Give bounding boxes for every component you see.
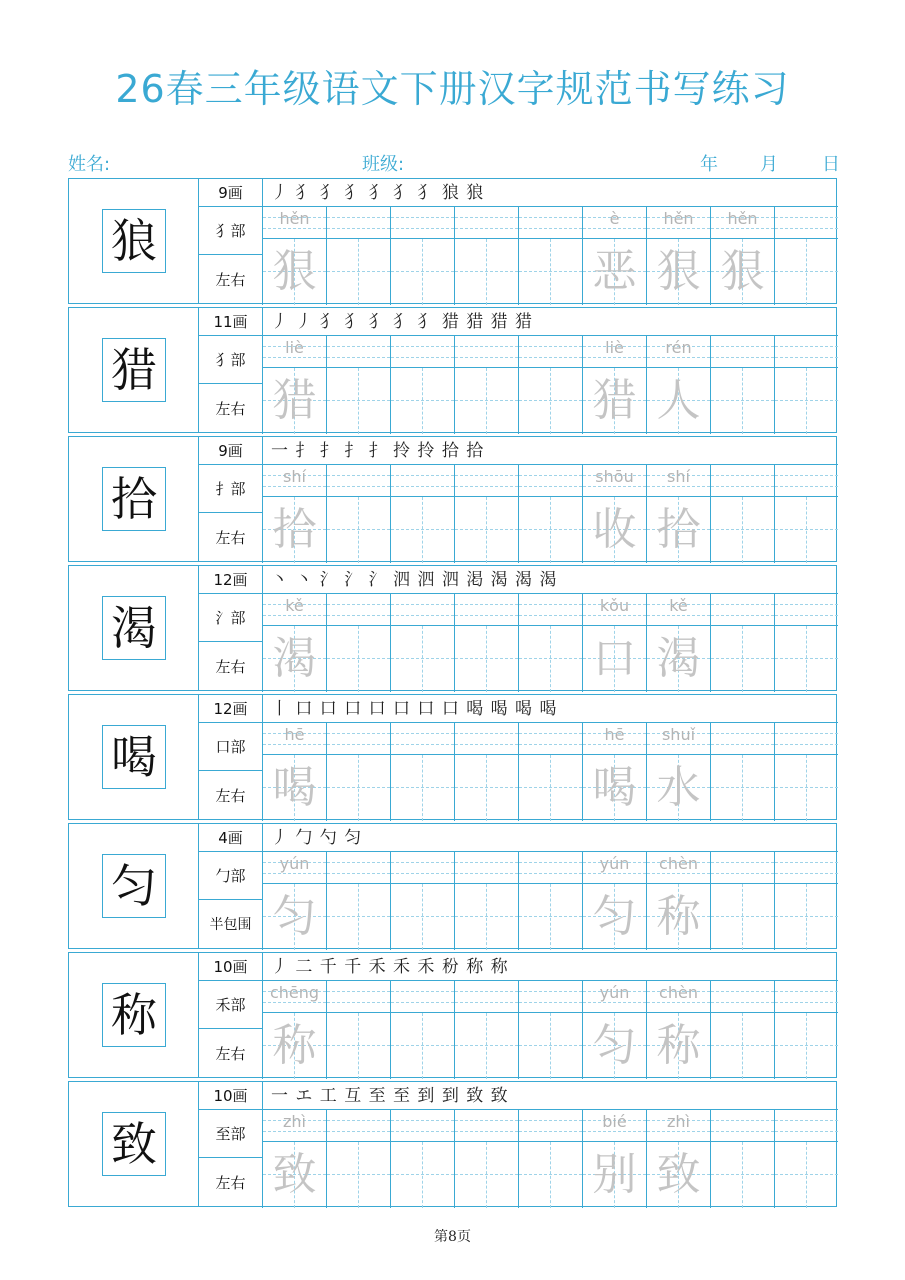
practice-cell[interactable] bbox=[455, 207, 519, 305]
pinyin: zhì bbox=[667, 1112, 690, 1131]
radical: 口部 bbox=[199, 723, 263, 771]
pinyin: kě bbox=[669, 596, 688, 615]
pinyin: hē bbox=[284, 725, 305, 744]
model-character: 狼 bbox=[102, 209, 166, 273]
pinyin: liè bbox=[605, 338, 624, 357]
trace-character: 猎 bbox=[272, 375, 317, 426]
practice-cell[interactable] bbox=[455, 723, 519, 821]
practice-cell[interactable] bbox=[263, 207, 327, 305]
practice-cell[interactable] bbox=[519, 594, 583, 692]
practice-cell[interactable] bbox=[327, 723, 391, 821]
class-label: 班级: bbox=[362, 154, 405, 175]
practice-cell[interactable] bbox=[583, 1110, 647, 1208]
month-label: 月 bbox=[760, 154, 778, 175]
practice-cell[interactable] bbox=[455, 1110, 519, 1208]
practice-cell[interactable] bbox=[647, 981, 711, 1079]
model-character-cell bbox=[69, 566, 199, 690]
model-character-cell bbox=[69, 1082, 199, 1206]
pinyin: shí bbox=[283, 467, 306, 486]
practice-cell[interactable] bbox=[455, 336, 519, 434]
trace-character: 狠 bbox=[656, 246, 701, 297]
radical: 犭部 bbox=[199, 336, 263, 384]
practice-cell[interactable] bbox=[711, 981, 775, 1079]
practice-cell[interactable] bbox=[775, 594, 838, 692]
trace-character: 匀 bbox=[592, 891, 637, 942]
pinyin: liè bbox=[285, 338, 304, 357]
page-title: 26春三年级语文下册汉字规范书写练习 bbox=[115, 67, 790, 111]
character-entry bbox=[68, 694, 837, 820]
practice-cell[interactable] bbox=[583, 465, 647, 563]
trace-character: 拾 bbox=[272, 504, 317, 555]
pinyin: shuǐ bbox=[661, 725, 696, 744]
practice-cell[interactable] bbox=[711, 852, 775, 950]
trace-character: 喝 bbox=[272, 762, 317, 813]
writing-grid bbox=[263, 465, 838, 563]
practice-cell[interactable] bbox=[647, 594, 711, 692]
trace-character: 称 bbox=[272, 1020, 317, 1071]
pinyin: kǒu bbox=[599, 596, 630, 615]
trace-character: 喝 bbox=[592, 762, 637, 813]
trace-character: 恶 bbox=[592, 246, 637, 297]
structure: 左右 bbox=[199, 1158, 263, 1208]
character-entry bbox=[68, 307, 837, 433]
practice-cell[interactable] bbox=[391, 852, 455, 950]
model-character-cell bbox=[69, 824, 199, 948]
practice-cell[interactable] bbox=[263, 465, 327, 563]
pinyin: rén bbox=[665, 338, 692, 357]
character-entry bbox=[68, 1081, 837, 1207]
stroke-count: 12画 bbox=[199, 695, 263, 723]
practice-cell[interactable] bbox=[711, 1110, 775, 1208]
practice-cell[interactable] bbox=[775, 336, 838, 434]
pinyin: zhì bbox=[283, 1112, 306, 1131]
trace-character: 猎 bbox=[592, 375, 637, 426]
structure: 左右 bbox=[199, 642, 263, 692]
practice-cell[interactable] bbox=[263, 852, 327, 950]
trace-character: 匀 bbox=[592, 1020, 637, 1071]
trace-character: 称 bbox=[656, 891, 701, 942]
model-character: 匀 bbox=[102, 854, 166, 918]
practice-cell[interactable] bbox=[519, 465, 583, 563]
structure: 左右 bbox=[199, 513, 263, 563]
trace-character: 拾 bbox=[656, 504, 701, 555]
practice-cell[interactable] bbox=[391, 723, 455, 821]
practice-cell[interactable] bbox=[455, 465, 519, 563]
pinyin: yún bbox=[599, 854, 630, 873]
character-entry bbox=[68, 823, 837, 949]
practice-cell[interactable] bbox=[263, 594, 327, 692]
pinyin: bié bbox=[602, 1112, 627, 1131]
practice-cell[interactable] bbox=[583, 336, 647, 434]
practice-cell[interactable] bbox=[647, 465, 711, 563]
practice-cell[interactable] bbox=[327, 1110, 391, 1208]
pinyin: chèn bbox=[659, 983, 698, 1002]
structure: 左右 bbox=[199, 1029, 263, 1079]
stroke-count: 9画 bbox=[199, 437, 263, 465]
practice-cell[interactable] bbox=[711, 207, 775, 305]
trace-character: 致 bbox=[272, 1149, 317, 1200]
practice-cell[interactable] bbox=[263, 723, 327, 821]
pinyin: kě bbox=[285, 596, 304, 615]
trace-character: 水 bbox=[656, 762, 701, 813]
practice-cell[interactable] bbox=[391, 465, 455, 563]
pinyin: hěn bbox=[279, 209, 310, 228]
stroke-count: 11画 bbox=[199, 308, 263, 336]
trace-character: 渴 bbox=[272, 633, 317, 684]
year-label: 年 bbox=[700, 154, 718, 175]
trace-character: 口 bbox=[592, 633, 637, 684]
model-character: 喝 bbox=[102, 725, 166, 789]
stroke-count: 12画 bbox=[199, 566, 263, 594]
writing-grid bbox=[263, 1110, 838, 1208]
practice-cell[interactable] bbox=[391, 981, 455, 1079]
writing-grid bbox=[263, 207, 838, 305]
pinyin: yún bbox=[279, 854, 310, 873]
model-character-cell bbox=[69, 179, 199, 303]
model-character: 猎 bbox=[102, 338, 166, 402]
stroke-count: 10画 bbox=[199, 1082, 263, 1110]
stroke-order: 一 エ 工 互 至 至 到 到 致 致 bbox=[263, 1082, 838, 1110]
pinyin: shí bbox=[667, 467, 690, 486]
trace-character: 狠 bbox=[272, 246, 317, 297]
practice-cell[interactable] bbox=[775, 465, 838, 563]
stroke-count: 10画 bbox=[199, 953, 263, 981]
practice-cell[interactable] bbox=[455, 594, 519, 692]
pinyin: chēng bbox=[269, 983, 320, 1002]
trace-character: 渴 bbox=[656, 633, 701, 684]
practice-cell[interactable] bbox=[583, 594, 647, 692]
pinyin: hěn bbox=[663, 209, 694, 228]
practice-cell[interactable] bbox=[263, 336, 327, 434]
practice-cell[interactable] bbox=[263, 1110, 327, 1208]
character-entry bbox=[68, 436, 837, 562]
practice-cell[interactable] bbox=[327, 981, 391, 1079]
trace-character: 称 bbox=[656, 1020, 701, 1071]
practice-cell[interactable] bbox=[519, 207, 583, 305]
pinyin: è bbox=[609, 209, 620, 228]
radical: 禾部 bbox=[199, 981, 263, 1029]
practice-cell[interactable] bbox=[711, 336, 775, 434]
practice-cell[interactable] bbox=[775, 852, 838, 950]
practice-cell[interactable] bbox=[327, 336, 391, 434]
practice-cell[interactable] bbox=[647, 336, 711, 434]
pinyin: chèn bbox=[659, 854, 698, 873]
trace-character: 人 bbox=[656, 375, 701, 426]
model-character-cell bbox=[69, 308, 199, 432]
model-character-cell bbox=[69, 437, 199, 561]
model-character-cell bbox=[69, 953, 199, 1077]
practice-cell[interactable] bbox=[647, 1110, 711, 1208]
model-character-cell bbox=[69, 695, 199, 819]
practice-cell[interactable] bbox=[391, 1110, 455, 1208]
practice-cell[interactable] bbox=[391, 336, 455, 434]
model-character: 称 bbox=[102, 983, 166, 1047]
pinyin: shōu bbox=[595, 467, 634, 486]
practice-cell[interactable] bbox=[519, 852, 583, 950]
practice-cell[interactable] bbox=[647, 207, 711, 305]
radical: 扌部 bbox=[199, 465, 263, 513]
radical: 氵部 bbox=[199, 594, 263, 642]
practice-cell[interactable] bbox=[647, 723, 711, 821]
structure: 左右 bbox=[199, 771, 263, 821]
practice-cell[interactable] bbox=[711, 594, 775, 692]
trace-character: 狠 bbox=[720, 246, 765, 297]
structure: 左右 bbox=[199, 255, 263, 305]
stroke-order: 丨 口 口 口 口 口 口 口 喝 喝 喝 喝 bbox=[263, 695, 838, 723]
stroke-order: 丿 犭 犭 犭 犭 犭 犭 狼 狼 bbox=[263, 179, 838, 207]
practice-cell[interactable] bbox=[519, 336, 583, 434]
practice-cell[interactable] bbox=[455, 852, 519, 950]
practice-cell[interactable] bbox=[519, 723, 583, 821]
writing-grid bbox=[263, 336, 838, 434]
radical: 勹部 bbox=[199, 852, 263, 900]
character-entry bbox=[68, 952, 837, 1078]
pinyin: hěn bbox=[727, 209, 758, 228]
pinyin: hē bbox=[604, 725, 625, 744]
stroke-order: 一 扌 扌 扌 扌 拎 拎 拾 拾 bbox=[263, 437, 838, 465]
structure: 半包围 bbox=[199, 900, 263, 950]
stroke-order: 丿 勹 勺 匀 bbox=[263, 824, 838, 852]
stroke-count: 9画 bbox=[199, 179, 263, 207]
trace-character: 收 bbox=[592, 504, 637, 555]
structure: 左右 bbox=[199, 384, 263, 434]
practice-cell[interactable] bbox=[519, 1110, 583, 1208]
practice-cell[interactable] bbox=[583, 207, 647, 305]
trace-character: 别 bbox=[592, 1149, 637, 1200]
practice-cell[interactable] bbox=[327, 465, 391, 563]
practice-cell[interactable] bbox=[775, 981, 838, 1079]
writing-grid bbox=[263, 981, 838, 1079]
writing-grid bbox=[263, 594, 838, 692]
writing-grid bbox=[263, 723, 838, 821]
practice-cell[interactable] bbox=[583, 852, 647, 950]
page-number: 第8页 bbox=[434, 1229, 471, 1245]
practice-cell[interactable] bbox=[327, 207, 391, 305]
stroke-order: 丿 二 千 千 禾 禾 禾 秎 称 称 bbox=[263, 953, 838, 981]
practice-cell[interactable] bbox=[391, 207, 455, 305]
model-character: 致 bbox=[102, 1112, 166, 1176]
practice-cell[interactable] bbox=[775, 723, 838, 821]
character-entry bbox=[68, 565, 837, 691]
practice-cell[interactable] bbox=[263, 981, 327, 1079]
practice-cell[interactable] bbox=[775, 207, 838, 305]
name-label: 姓名: bbox=[68, 154, 111, 175]
practice-cell[interactable] bbox=[327, 852, 391, 950]
day-label: 日 bbox=[822, 154, 840, 175]
practice-cell[interactable] bbox=[583, 981, 647, 1079]
radical: 至部 bbox=[199, 1110, 263, 1158]
model-character: 拾 bbox=[102, 467, 166, 531]
stroke-count: 4画 bbox=[199, 824, 263, 852]
writing-grid bbox=[263, 852, 838, 950]
practice-cell[interactable] bbox=[327, 594, 391, 692]
trace-character: 致 bbox=[656, 1149, 701, 1200]
practice-cell[interactable] bbox=[519, 981, 583, 1079]
practice-cell[interactable] bbox=[583, 723, 647, 821]
character-entry bbox=[68, 178, 837, 304]
trace-character: 匀 bbox=[272, 891, 317, 942]
practice-cell[interactable] bbox=[455, 981, 519, 1079]
practice-cell[interactable] bbox=[647, 852, 711, 950]
practice-cell[interactable] bbox=[391, 594, 455, 692]
practice-cell[interactable] bbox=[775, 1110, 838, 1208]
practice-cell[interactable] bbox=[711, 465, 775, 563]
stroke-order: 丿 丿 犭 犭 犭 犭 犭 猎 猎 猎 猎 bbox=[263, 308, 838, 336]
radical: 犭部 bbox=[199, 207, 263, 255]
model-character: 渴 bbox=[102, 596, 166, 660]
practice-cell[interactable] bbox=[711, 723, 775, 821]
pinyin: yún bbox=[599, 983, 630, 1002]
stroke-order: 丶 丶 氵 氵 氵 泗 泗 泗 渇 渴 渴 渴 bbox=[263, 566, 838, 594]
